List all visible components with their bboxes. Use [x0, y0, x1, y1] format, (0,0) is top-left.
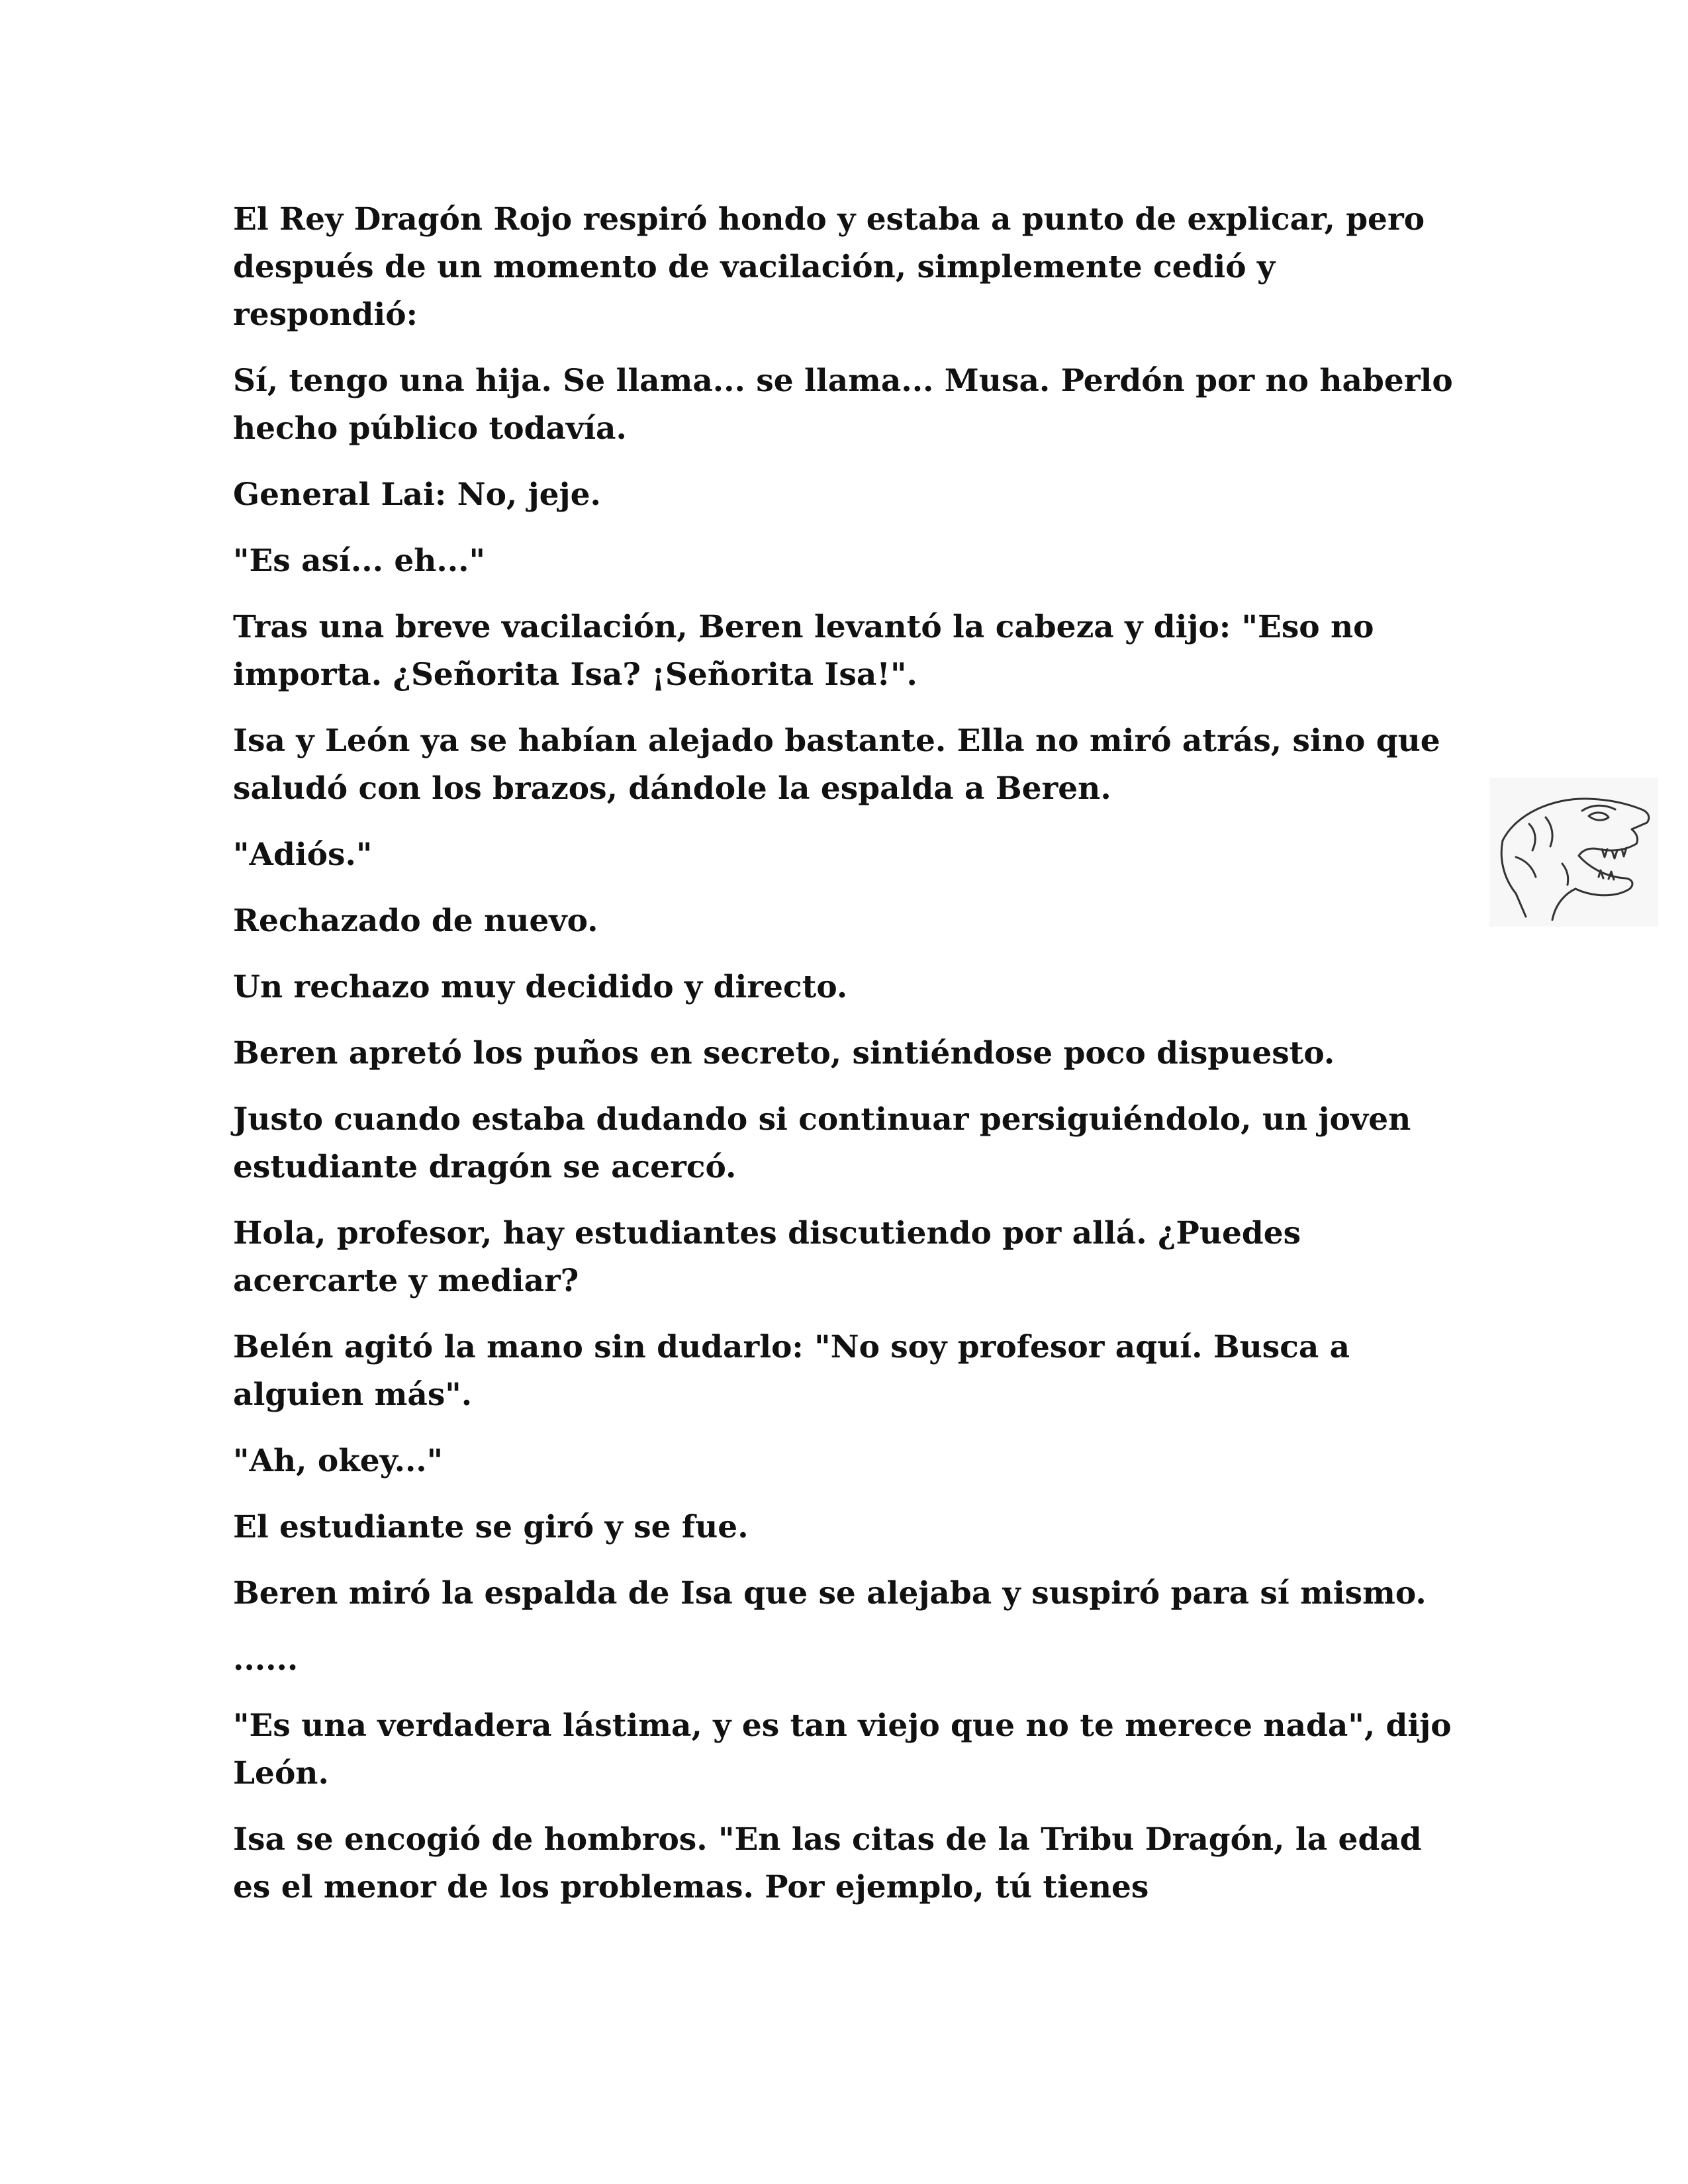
paragraph: "Es así... eh..." [233, 543, 486, 579]
paragraph: El Rey Dragón Rojo respiró hondo y estaba a punto de explicar, pero después de un momento de vacilación, simplemente cedió y respondió: [233, 201, 1425, 333]
paragraph: General Lai: No, jeje. [233, 477, 601, 513]
paragraph: Beren apretó los puños en secreto, sintiéndose poco dispuesto. [233, 1035, 1335, 1071]
paragraph: "Adiós." [233, 837, 373, 873]
paragraph: Rechazado de nuevo. [233, 903, 598, 939]
paragraph: Un rechazo muy decidido y directo. [233, 969, 848, 1005]
story-text [233, 196, 1464, 1930]
paragraph: Isa y León ya se habían alejado bastante. Ella no miró atrás, sino que saludó con los brazos, dándole la espalda a Beren. [233, 723, 1440, 807]
paragraph: "Es una verdadera lástima, y es tan viejo que no te merece nada", dijo León. [233, 1707, 1452, 1792]
paragraph: Hola, profesor, hay estudiantes discutiendo por allá. ¿Puedes acercarte y mediar? [233, 1215, 1301, 1299]
paragraph: Isa se encogió de hombros. "En las citas de la Tribu Dragón, la edad es el menor de los problemas. Por ejemplo, tú tienes [233, 1821, 1422, 1905]
paragraph: El estudiante se giró y se fue. [233, 1509, 749, 1545]
paragraph: Sí, tengo una hija. Se llama... se llama... Musa. Perdón por no haberlo hecho público todavía. [233, 363, 1453, 447]
paragraph: Tras una breve vacilación, Beren levantó la cabeza y dijo: "Eso no importa. ¿Señorita Isa? ¡Señorita Isa!". [233, 609, 1374, 693]
paragraph: "Ah, okey..." [233, 1443, 444, 1479]
paragraph: Beren miró la espalda de Isa que se alejaba y suspiró para sí mismo. [233, 1575, 1427, 1612]
paragraph: Justo cuando estaba dudando si continuar persiguiéndolo, un joven estudiante dragón se acercó. [233, 1101, 1411, 1185]
paragraph: Belén agitó la mano sin dudarlo: "No soy profesor aquí. Busca a alguien más". [233, 1329, 1350, 1413]
dragon-head-icon [1489, 778, 1658, 927]
paragraph: ...... [233, 1641, 299, 1678]
